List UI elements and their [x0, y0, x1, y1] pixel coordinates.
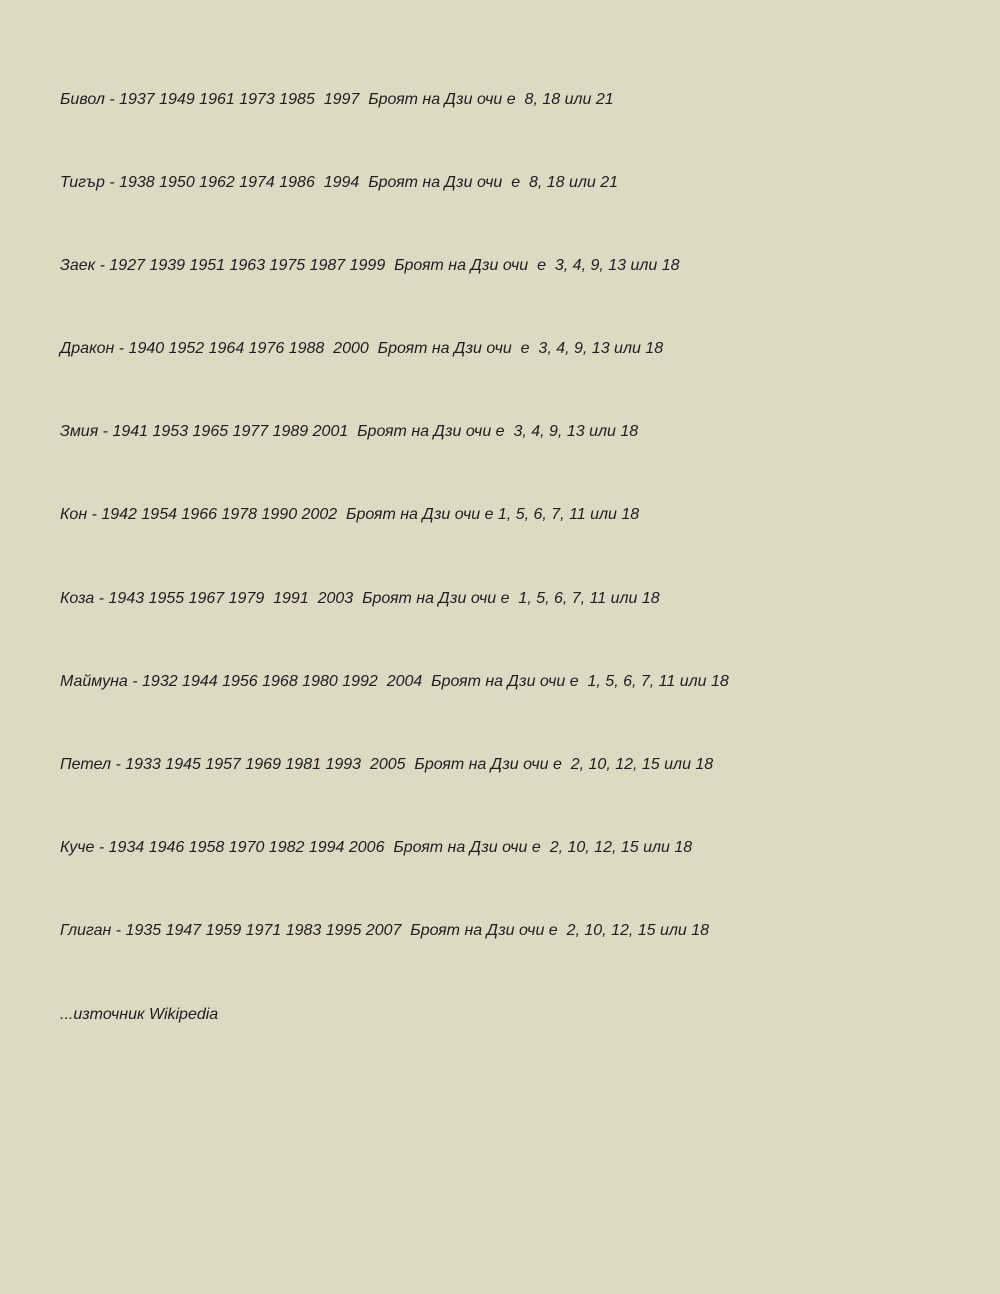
zodiac-entry-rooster: Петел - 1933 1945 1957 1969 1981 1993 2005 Броят на Дзи очи е 2, 10, 12, 15 или 18 — [60, 755, 714, 773]
zodiac-entry-horse: Кон - 1942 1954 1966 1978 1990 2002 Броят на Дзи очи е 1, 5, 6, 7, 11 или 18 — [60, 506, 640, 524]
zodiac-entry-monkey: Маймуна - 1932 1944 1956 1968 1980 1992 2004 Броят на Дзи очи е 1, 5, 6, 7, 11 или 18 — [60, 672, 729, 690]
source-note: ...източник Wikipedia — [60, 1006, 219, 1023]
zodiac-entry-tiger: Тигър - 1938 1950 1962 1974 1986 1994 Броят на Дзи очи е 8, 18 или 21 — [60, 174, 619, 192]
zodiac-entry-snake: Змия - 1941 1953 1965 1977 1989 2001 Броят на Дзи очи е 3, 4, 9, 13 или 18 — [60, 423, 639, 441]
zodiac-entry-ox: Бивол - 1937 1949 1961 1973 1985 1997 Броят на Дзи очи е 8, 18 или 21 — [60, 91, 614, 108]
zodiac-list — [60, 89, 729, 1003]
zodiac-entry-dragon: Дракон - 1940 1952 1964 1976 1988 2000 Броят на Дзи очи е 3, 4, 9, 13 или 18 — [60, 340, 664, 358]
zodiac-entry-boar: Глиган - 1935 1947 1959 1971 1983 1995 2007 Броят на Дзи очи е 2, 10, 12, 15 или 18 — [60, 921, 710, 939]
zodiac-entry-goat: Коза - 1943 1955 1967 1979 1991 2003 Броят на Дзи очи е 1, 5, 6, 7, 11 или 18 — [60, 589, 660, 607]
zodiac-entry-rabbit: Заек - 1927 1939 1951 1963 1975 1987 1999 Броят на Дзи очи е 3, 4, 9, 13 или 18 — [60, 257, 680, 275]
zodiac-entry-dog: Куче - 1934 1946 1958 1970 1982 1994 2006 Броят на Дзи очи е 2, 10, 12, 15 или 18 — [60, 838, 693, 856]
